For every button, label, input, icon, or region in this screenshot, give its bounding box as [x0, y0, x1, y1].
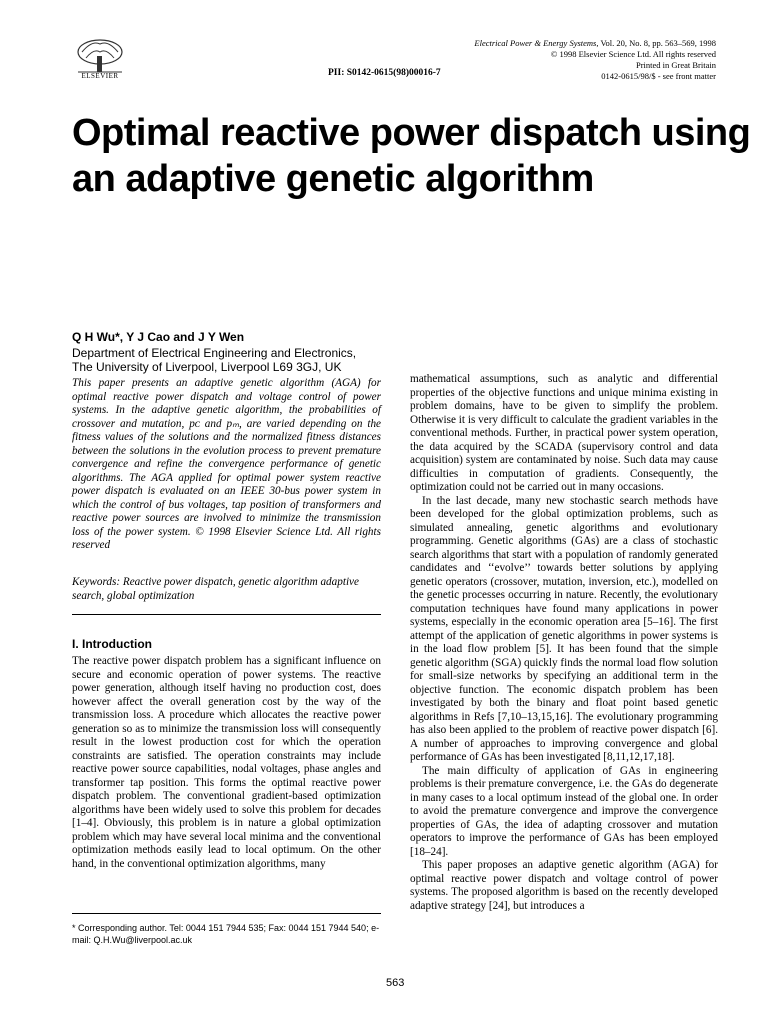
- copyright-line: © 1998 Elsevier Science Ltd. All rights reserved: [550, 49, 716, 59]
- right-paragraph: mathematical assumptions, such as analytic and differential properties of the objective functions and unique minima existing in problem domains, have to be given to simplify the problem. Otherwise it is very difficult to calculate the gradient variables in the conventional methods. Further, in practical power system operation, the data acquired by the SCADA (supervisory control and data acquisition) system are contaminated by noise. Such data may cause difficulties in computation of gradients. Consequently, the optimization could not be carried out in many occasions.: [410, 373, 718, 493]
- issn-line: 0142-0615/98/$ - see front matter: [601, 71, 716, 81]
- paper-title: Optimal reactive power dispatch using an adaptive genetic algorithm: [72, 112, 751, 200]
- footnote-divider: [72, 913, 381, 914]
- right-paragraph: In the last decade, many new stochastic search methods have been developed for the global optimization problems, such as simulated annealing, genetic algorithms and evolutionary programming. Genetic algorithms (GAs) are a class of stochastic search algorithms that start with a population of randomly generated candidates and ‘‘evolve’’ towards better solutions by applying genetic operators (crossover, mutation, inversion, etc.), modelled on the genetic processes occurring in nature. Recently, the evolutionary computation techniques have found many applications in power systems, especially in the economic operation area [5–16]. The first attempt of the application of genetic algorithms in power systems is in the load flow problem [5]. It has been found that the simple genetic algorithm (SGA) quickly finds the normal load flow solution for small-size networks by specifying an additional term in the objective function. The economic dispatch problem has been investigated by both the binary and float point based genetic algorithms in Refs [7,10–13,15,16]. The evolutionary programming has also been applied to the problem of reactive power dispatch [6]. A number of approaches to improving convergence and global performance of GAs has been investigated [8,11,12,17,18].: [410, 494, 718, 763]
- abstract: [72, 377, 381, 553]
- keywords: Keywords: Reactive power dispatch, genetic algorithm adaptive search, global optimization: [72, 576, 359, 602]
- section-divider: [72, 614, 381, 615]
- right-paragraph: This paper proposes an adaptive genetic algorithm (AGA) for optimal reactive power dispatch and voltage control of power systems. The proposed algorithm is based on the recently developed adaptive strategy [24], but introduces a: [410, 859, 718, 912]
- right-paragraph: The main difficulty of application of GAs in engineering problems is their premature convergence, i.e. the GAs do degenerate in many cases to a local optimum instead of the global one. In order to avoid the premature convergence and improve the convergence properties of GAs, the idea of adapting crossover and mutation operators to improve the performance of GAs has been employed [18–24].: [410, 764, 718, 858]
- abstract-text: This paper presents an adaptive genetic algorithm (AGA) for optimal reactive power dispatch and voltage control of power systems. In the adaptive genetic algorithm, the probabilities of crossover and mutation, pᴄ and pₘ, are varied depending on the fitness values of the solutions and the normalized fitness distances between the solutions in the evolution process to prevent premature convergence and refine the convergence performance of genetic algorithms. The AGA applied for optimal power system reactive power dispatch is evaluated on an IEEE 30-bus power system in which the control of bus voltages, tap position of transformers and reactive power sources are involved to minimize the transmission loss of the power system. © 1998 Elsevier Science Ltd. All rights reserved: [72, 377, 381, 551]
- right-column: [410, 373, 718, 913]
- intro-body: [72, 655, 381, 871]
- journal-details: , Vol. 20, No. 8, pp. 563–569, 1998: [596, 38, 716, 48]
- journal-info: [474, 38, 716, 82]
- publisher-name: ELSEVIER: [81, 72, 119, 80]
- authors: Q H Wu*, Y J Cao and J Y Wen: [72, 330, 245, 344]
- intro-paragraph: The reactive power dispatch problem has a significant influence on secure and economic operation of power systems. The reactive power generation, although itself having no production cost, does however affect the overall generation cost by the way of the transmission loss. A procedure which allocates the reactive power generation so as to minimize the transmission loss will consequently result in the lowest production cost for which the operation constraints are satisfied. The operation constraints may include reactive power source capabilities, nodal voltages, phase angles and transformer tap position. This forms the optimal reactive power dispatch problem. The conventional gradient-based optimization algorithms have been widely used to solve this problem for decades [1–4]. Obviously, this problem is in nature a global optimization problem which may have several local minima and the conventional optimization methods easily lead to local optimum. On the other hand, in the conventional optimization algorithms, many: [72, 655, 381, 870]
- pii-code: PII: S0142-0615(98)00016-7: [328, 68, 441, 78]
- affiliation-line-1: Department of Electrical Engineering and Electronics,: [72, 346, 357, 360]
- printed-line: Printed in Great Britain: [635, 60, 716, 70]
- footnote: * Corresponding author. Tel: 0044 151 7944 535; Fax: 0044 151 7944 540; e-mail: Q.H.Wu@liverpool.ac.uk: [72, 923, 380, 945]
- affiliation: [72, 346, 356, 374]
- affiliation-line-2: The University of Liverpool, Liverpool L69 3GJ, UK: [72, 360, 342, 374]
- journal-name: Electrical Power & Energy Systems: [474, 38, 597, 48]
- page-number: 563: [386, 977, 405, 989]
- section-heading: I. Introduction: [72, 637, 152, 651]
